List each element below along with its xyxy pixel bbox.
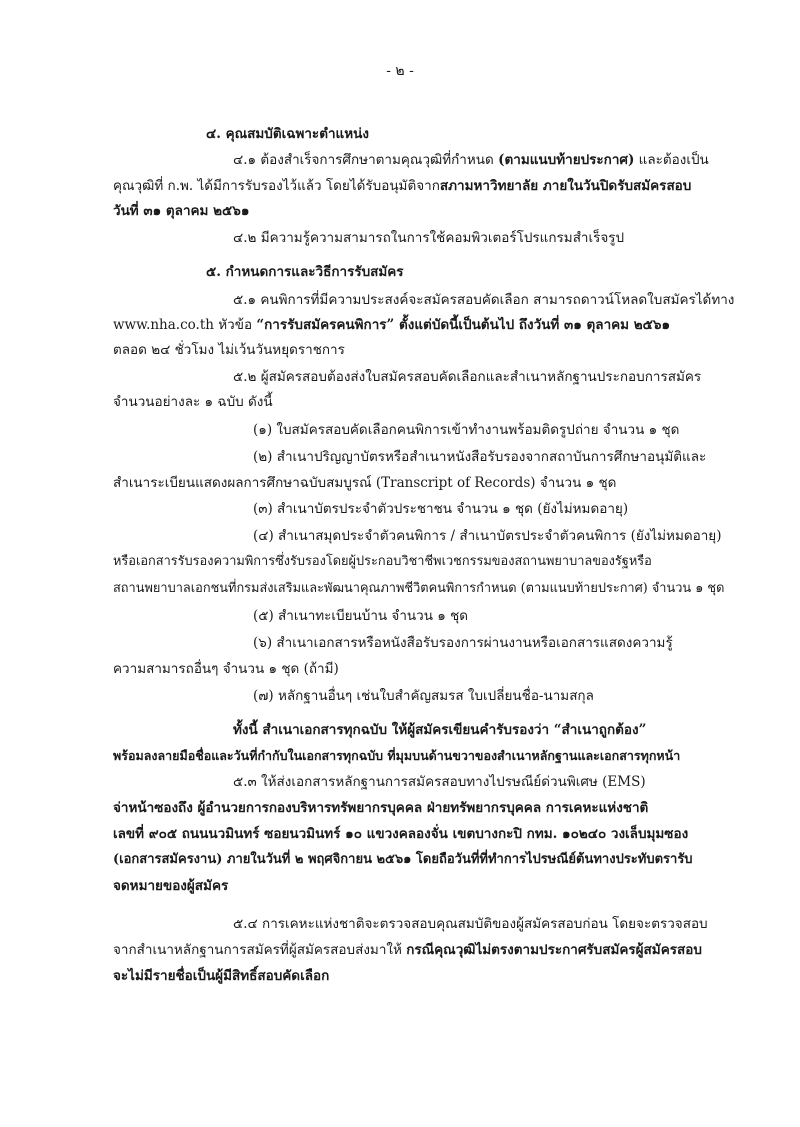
list-item-1: (๑) ใบสมัครสอบคัดเลือกคนพิการเข้าทำงานพร้อมติดรูปถ่าย จำนวน ๑ ชุด bbox=[253, 422, 680, 438]
text-bold: “การรับสมัครคนพิการ” ตั้งแต่บัดนี้เป็นต้นไป ถึงวันที่ ๓๑ ตุลาคม ๒๕๖๑ bbox=[256, 317, 671, 333]
text: คุณวุฒิที่ ก.พ. ได้มีการรับรองไว้แล้ว โดยได้รับอนุมัติจาก bbox=[113, 178, 440, 194]
section-5-1-line-1: ๕.๑ คนพิการที่มีความประสงค์จะสมัครสอบคัดเลือก สามารถดาวน์โหลดใบสมัครได้ทาง bbox=[233, 292, 735, 308]
section-4-1-line-1 bbox=[233, 150, 709, 170]
text: และต้องเป็น bbox=[634, 152, 709, 168]
section-5-4-line-2 bbox=[113, 940, 702, 960]
section-4-2: ๔.๒ มีความรู้ความสามารถในการใช้คอมพิวเตอร์โปรแกรมสำเร็จรูป bbox=[233, 230, 625, 246]
text-bold: (ตามแนบท้ายประกาศ) bbox=[498, 152, 635, 168]
list-item-2-line-2: สำเนาระเบียนแสดงผลการศึกษาฉบับสมบูรณ์ (Transcript of Records) จำนวน ๑ ชุด bbox=[113, 475, 617, 491]
section-5-1-line-3: ตลอด ๒๔ ชั่วโมง ไม่เว้นวันหยุดราชการ bbox=[113, 342, 345, 358]
section-4-1-line-2 bbox=[113, 176, 691, 196]
section-5-3-line-4: (เอกสารสมัครงาน) ภายในวันที่ ๒ พฤศจิกายน ๒๕๖๑ โดยถือวันที่ที่ทำการไปรษณีย์ต้นทางประทับตรารับ bbox=[113, 852, 693, 867]
section-5-4-line-3: จะไม่มีรายชื่อเป็นผู้มีสิทธิ์สอบคัดเลือก bbox=[113, 968, 330, 984]
list-item-7: (๗) หลักฐานอื่นๆ เช่นใบสำคัญสมรส ใบเปลี่ยนชื่อ-นามสกุล bbox=[253, 688, 594, 704]
list-item-2-line-1: (๒) สำเนาปริญญาบัตรหรือสำเนาหนังสือรับรองจากสถาบันการศึกษาอนุมัติและ bbox=[253, 449, 707, 465]
section-5-3-line-2: จ่าหน้าซองถึง ผู้อำนวยการกองบริหารทรัพยากรบุคคล ฝ่ายทรัพยากรบุคคล การเคหะแห่งชาติ bbox=[113, 800, 649, 816]
text: จากสำเนาหลักฐานการสมัครที่ผู้สมัครสอบส่งมาให้ bbox=[113, 942, 407, 958]
text: ๔.๑ ต้องสำเร็จการศึกษาตามคุณวุฒิที่กำหนด bbox=[233, 152, 499, 168]
note-line-2: พร้อมลงลายมือชื่อและวันที่กำกับในเอกสารทุกฉบับ ที่มุมบนด้านขวาของสำเนาหลักฐานและเอกสารทุกหน้า bbox=[113, 748, 681, 763]
text-bold: กรณีคุณวุฒิไม่ตรงตามประกาศรับสมัครผู้สมัครสอบ bbox=[406, 942, 702, 958]
note-line-1: ทั้งนี้ สำเนาเอกสารทุกฉบับ ให้ผู้สมัครเขียนคำรับรองว่า “สำเนาถูกต้อง” bbox=[233, 722, 647, 738]
section-4-1-line-3: วันที่ ๓๑ ตุลาคม ๒๕๖๑ bbox=[113, 203, 250, 219]
section-5-3-line-3: เลขที่ ๙๐๕ ถนนนวมินทร์ ซอยนวมินทร์ ๑๐ แขวงคลองจั่น เขตบางกะปิ กทม. ๑๐๒๔๐ วงเล็บมุมซอง bbox=[113, 826, 689, 842]
section-4-heading: ๔. คุณสมบัติเฉพาะตำแหน่ง bbox=[206, 126, 369, 142]
url-text: www.nha.co.th หัวข้อ bbox=[113, 317, 257, 333]
list-item-4-line-1: (๔) สำเนาสมุดประจำตัวคนพิการ / สำเนาบัตรประจำตัวคนพิการ (ยังไม่หมดอายุ) bbox=[253, 528, 722, 544]
list-item-3: (๓) สำเนาบัตรประจำตัวประชาชน จำนวน ๑ ชุด (ยังไม่หมดอายุ) bbox=[253, 501, 629, 517]
text-bold: สภามหาวิทยาลัย ภายในวันปิดรับสมัครสอบ bbox=[439, 178, 692, 194]
section-5-3-line-5: จดหมายของผู้สมัคร bbox=[113, 878, 229, 894]
list-item-4-line-2: หรือเอกสารรับรองความพิการซึ่งรับรองโดยผู้ประกอบวิชาชีพเวชกรรมของสถานพยาบาลของรัฐหรือ bbox=[113, 554, 652, 569]
list-item-6-line-2: ความสามารถอื่นๆ จำนวน ๑ ชุด (ถ้ามี) bbox=[113, 661, 339, 677]
list-item-4-line-3: สถานพยาบาลเอกชนที่กรมส่งเสริมและพัฒนาคุณภาพชีวิตคนพิการกำหนด (ตามแนบท้ายประกาศ) จำนวน ๑ ชุด bbox=[113, 581, 725, 596]
section-5-3-line-1: ๕.๓ ให้ส่งเอกสารหลักฐานการสมัครสอบทางไปรษณีย์ด่วนพิเศษ (EMS) bbox=[233, 774, 646, 790]
section-5-heading: ๕. กำหนดการและวิธีการรับสมัคร bbox=[206, 264, 404, 280]
list-item-6-line-1: (๖) สำเนาเอกสารหรือหนังสือรับรองการผ่านงานหรือเอกสารแสดงความรู้ bbox=[253, 635, 673, 651]
list-item-5: (๕) สำเนาทะเบียนบ้าน จำนวน ๑ ชุด bbox=[253, 608, 469, 624]
section-5-2-line-1: ๕.๒ ผู้สมัครสอบต้องส่งใบสมัครสอบคัดเลือกและสำเนาหลักฐานประกอบการสมัคร bbox=[233, 369, 702, 385]
page-number: - ๒ - bbox=[386, 63, 414, 79]
section-5-4-line-1: ๕.๔ การเคหะแห่งชาติจะตรวจสอบคุณสมบัติของผู้สมัครสอบก่อน โดยจะตรวจสอบ bbox=[233, 916, 708, 932]
section-5-2-line-2: จำนวนอย่างละ ๑ ฉบับ ดังนี้ bbox=[113, 394, 273, 410]
section-5-1-line-2 bbox=[113, 315, 670, 335]
